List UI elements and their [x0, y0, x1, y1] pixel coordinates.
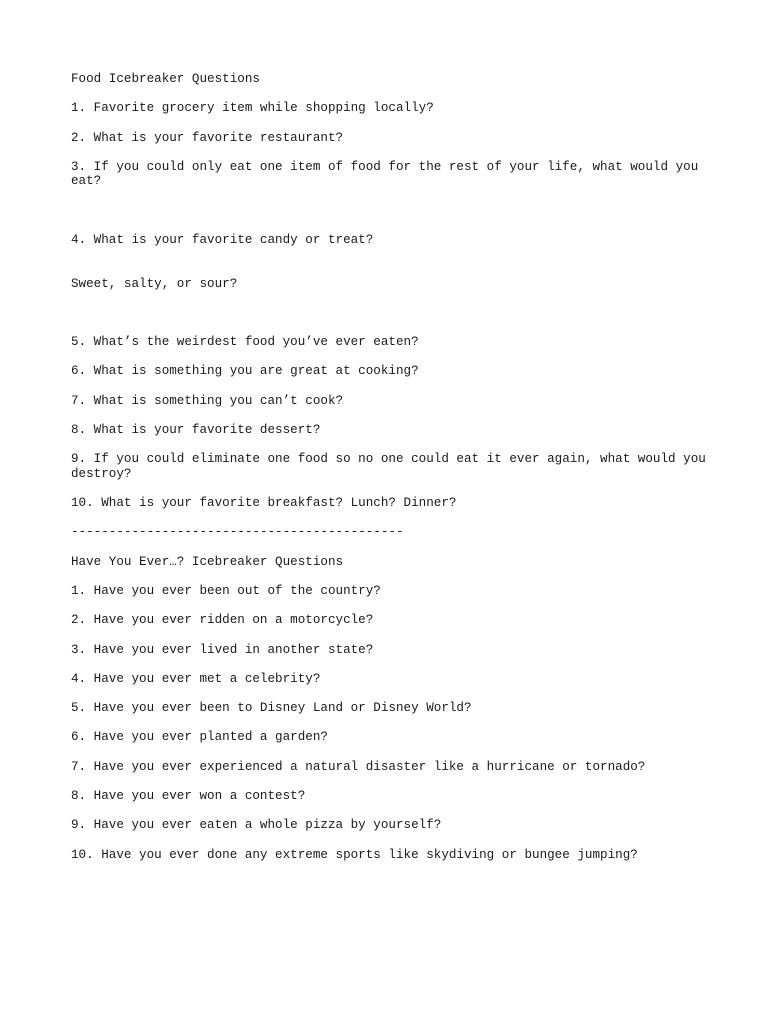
food-question-9: 9. If you could eliminate one food so no one could eat it ever again, what would you destroy?	[71, 452, 714, 481]
food-question-10: 10. What is your favorite breakfast? Lunch? Dinner?	[71, 496, 457, 511]
have-you-ever-question-7: 7. Have you ever experienced a natural disaster like a hurricane or tornado?	[71, 759, 646, 774]
have-you-ever-question-10: 10. Have you ever done any extreme sports like skydiving or bungee jumping?	[71, 847, 638, 862]
have-you-ever-question-1: 1. Have you ever been out of the country?	[71, 584, 381, 598]
food-section-title: Food Icebreaker Questions	[71, 72, 260, 86]
food-question-7: 7. What is something you can’t cook?	[71, 393, 344, 408]
food-question-8: 8. What is your favorite dessert?	[71, 423, 321, 437]
have-you-ever-question-8: 8. Have you ever won a contest?	[71, 788, 306, 803]
have-you-ever-question-5: 5. Have you ever been to Disney Land or Disney World?	[71, 701, 472, 716]
food-question-1: 1. Favorite grocery item while shopping locally?	[71, 101, 434, 116]
section-divider: --------------------------------------------	[71, 525, 404, 540]
food-question-4: 4. What is your favorite candy or treat?	[71, 232, 374, 247]
food-question-6: 6. What is something you are great at cooking?	[71, 364, 419, 379]
food-question-4-followup: Sweet, salty, or sour?	[71, 276, 238, 291]
food-question-4-block	[71, 204, 711, 321]
food-question-5: 5. What’s the weirdest food you’ve ever eaten?	[71, 335, 419, 350]
have-you-ever-section-title: Have You Ever…? Icebreaker Questions	[71, 554, 344, 569]
document-page	[71, 72, 714, 877]
have-you-ever-question-2: 2. Have you ever ridden on a motorcycle?	[71, 613, 374, 628]
have-you-ever-question-4: 4. Have you ever met a celebrity?	[71, 671, 321, 686]
have-you-ever-question-6: 6. Have you ever planted a garden?	[71, 730, 328, 745]
food-question-2: 2. What is your favorite restaurant?	[71, 130, 344, 145]
have-you-ever-question-9: 9. Have you ever eaten a whole pizza by yourself?	[71, 818, 442, 833]
food-question-3: 3. If you could only eat one item of food for the rest of your life, what would you eat?	[71, 159, 706, 189]
have-you-ever-question-3: 3. Have you ever lived in another state?	[71, 642, 374, 657]
